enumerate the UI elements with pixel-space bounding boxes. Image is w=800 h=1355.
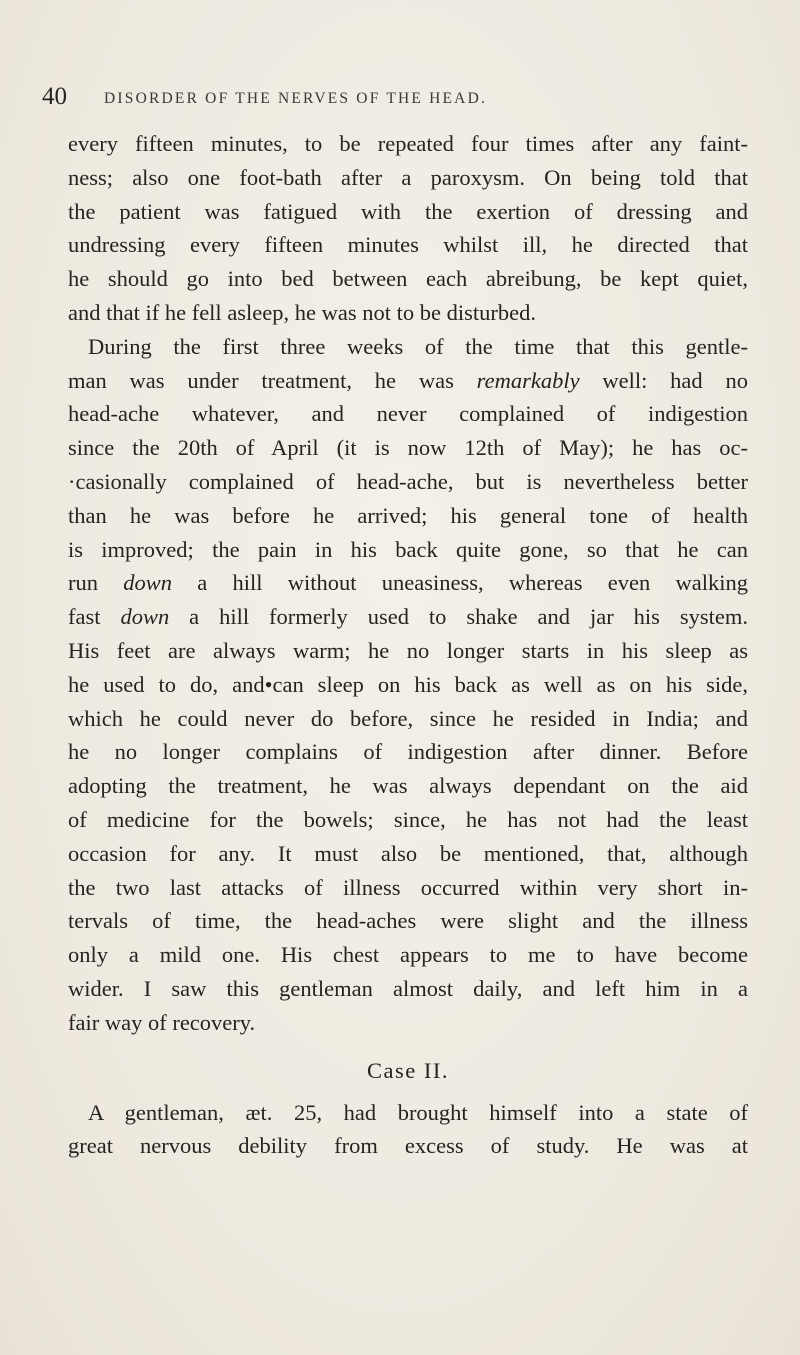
text-run: run <box>68 570 124 596</box>
text-run: only a mild one. His chest appears to me to have become <box>68 942 748 968</box>
text-run: man was under treatment, he was <box>68 367 477 393</box>
text-run: His feet are always warm; he no longer starts in his sleep as <box>68 637 748 663</box>
text-line <box>68 364 748 398</box>
text-line <box>68 499 748 533</box>
text-run: is improved; the pain in his back quite gone, so that he can <box>68 536 748 562</box>
running-head <box>42 83 762 117</box>
italic-text: down <box>123 570 173 596</box>
body-text <box>68 127 748 1163</box>
text-line <box>68 803 748 837</box>
text-line <box>68 195 748 229</box>
text-run: fair way of recovery. <box>68 1009 256 1035</box>
text-line <box>68 1129 748 1163</box>
running-title: DISORDER OF THE NERVES OF THE HEAD. <box>104 90 488 107</box>
text-line <box>68 1096 748 1130</box>
text-run: undressing every fifteen minutes whilst ill, he directed that <box>68 232 748 258</box>
text-run: which he could never do before, since he resided in India; and <box>68 705 748 731</box>
text-line <box>68 904 748 938</box>
text-run: A gentleman, æt. 25, had brought himself into a state of <box>88 1099 748 1125</box>
text-run: During the first three weeks of the time that this gentle- <box>88 333 748 359</box>
text-run: fast <box>68 604 121 630</box>
text-line <box>68 262 748 296</box>
text-line <box>68 938 748 972</box>
text-line <box>68 127 748 161</box>
text-run: since the 20th of April (it is now 12th of May); he has oc- <box>68 435 748 461</box>
text-run: great nervous debility from excess of study. He was at <box>68 1133 748 1159</box>
case-heading-text: Case II. <box>367 1057 449 1083</box>
italic-text: down <box>120 604 170 630</box>
text-line <box>68 769 748 803</box>
text-run: ness; also one foot-bath after a paroxysm. On being told that <box>68 164 748 190</box>
text-run: ·casionally complained of head-ache, but is nevertheless better <box>68 468 748 494</box>
paragraph-block <box>68 127 748 1040</box>
text-run: the two last attacks of illness occurred within very short in- <box>68 874 748 900</box>
text-line <box>68 668 748 702</box>
text-line <box>68 735 748 769</box>
text-run: he no longer complains of indigestion after dinner. Before <box>68 739 748 765</box>
text-run: wider. I saw this gentleman almost daily, and left him in a <box>68 975 748 1001</box>
text-run: and that if he fell asleep, he was not to be disturbed. <box>68 299 536 325</box>
text-line <box>68 600 748 634</box>
text-line <box>68 566 748 600</box>
text-line <box>68 228 748 262</box>
text-run: he should go into bed between each abreibung, be kept quiet, <box>68 266 748 292</box>
text-line <box>68 634 748 668</box>
text-run: occasion for any. It must also be mentioned, that, although <box>68 840 748 866</box>
page-number: 40 <box>42 83 67 110</box>
text-run: he used to do, and•can sleep on his back as well as on his side, <box>68 671 748 697</box>
text-run: the patient was fatigued with the exertion of dressing and <box>68 198 748 224</box>
text-line <box>68 465 748 499</box>
text-line <box>68 702 748 736</box>
text-run: head-ache whatever, and never complained of indigestion <box>68 401 748 427</box>
text-run: adopting the treatment, he was always dependant on the aid <box>68 773 748 799</box>
text-line <box>68 533 748 567</box>
text-line <box>68 431 748 465</box>
text-line <box>68 837 748 871</box>
text-run: a hill without uneasiness, whereas even walking <box>172 570 749 596</box>
text-line <box>68 871 748 905</box>
text-run: than he was before he arrived; his general tone of health <box>68 502 748 528</box>
text-line <box>68 330 748 364</box>
text-line <box>68 1006 748 1040</box>
text-line <box>68 296 748 330</box>
text-run: of medicine for the bowels; since, he has not had the least <box>68 806 748 832</box>
text-line <box>68 161 748 195</box>
text-run: well: had no <box>579 367 748 393</box>
text-run: a hill formerly used to shake and jar his system. <box>169 604 748 630</box>
text-line <box>68 972 748 1006</box>
text-line <box>68 397 748 431</box>
text-run: every fifteen minutes, to be repeated four times after any faint- <box>68 131 748 156</box>
italic-text: remarkably <box>476 367 580 393</box>
text-run: tervals of time, the head-aches were slight and the illness <box>68 908 748 934</box>
case-paragraph <box>68 1096 748 1164</box>
case-heading <box>68 1058 748 1084</box>
